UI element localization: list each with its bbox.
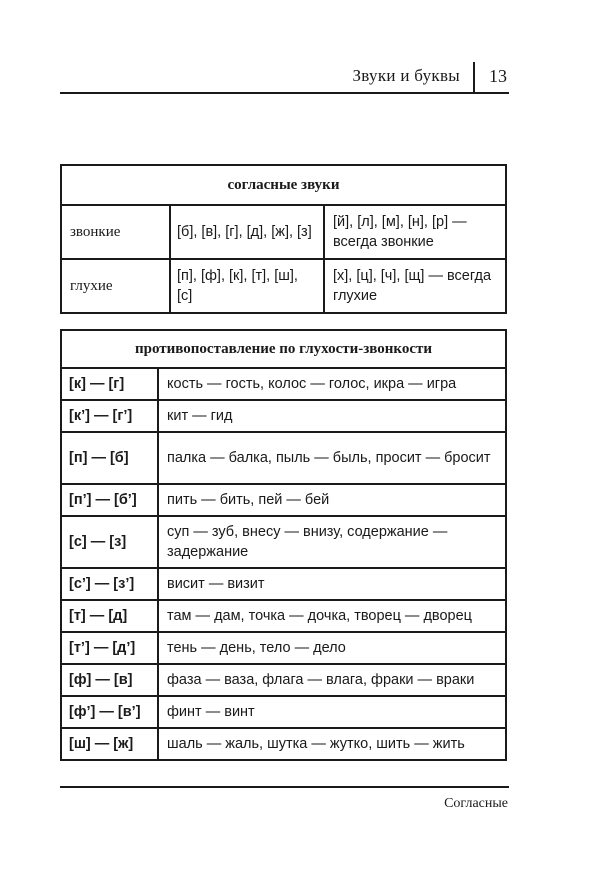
word-examples: палка — балка, пыль — быль, просит — бросит	[158, 432, 506, 484]
footer-section-label: Согласные	[444, 796, 508, 811]
voiceless-always-sounds: [х], [ц], [ч], [щ] — всегда глухие	[324, 259, 506, 313]
page-number: 13	[489, 66, 507, 86]
sound-pair: [с] — [з]	[61, 516, 158, 568]
sound-pair: [т’] — [д’]	[61, 632, 158, 664]
footer-rule	[60, 786, 509, 788]
word-examples: шаль — жаль, шутка — жутко, шить — жить	[158, 728, 506, 760]
sound-pair: [к] — [г]	[61, 368, 158, 400]
word-examples: суп — зуб, внесу — внизу, содержание — задержание	[158, 516, 506, 568]
table-row	[61, 400, 506, 432]
word-examples: тень — день, тело — дело	[158, 632, 506, 664]
table-row	[61, 432, 506, 484]
table-row	[61, 516, 506, 568]
word-examples: фаза — ваза, флага — влага, фраки — враки	[158, 664, 506, 696]
voiceless-paired-sounds: [п], [ф], [к], [т], [ш], [с]	[170, 259, 324, 313]
opposition-table-heading: противопоставление по глухости-звонкости	[61, 330, 506, 368]
table-row	[61, 205, 506, 259]
consonants-table-heading: согласные звуки	[61, 165, 506, 205]
sound-pair: [п] — [б]	[61, 432, 158, 484]
table-row	[61, 484, 506, 516]
consonants-table	[60, 164, 507, 314]
table-row	[61, 600, 506, 632]
word-examples: кость — гость, колос — голос, икра — игра	[158, 368, 506, 400]
word-examples: пить — бить, пей — бей	[158, 484, 506, 516]
sound-pair: [ф] — [в]	[61, 664, 158, 696]
sound-pair: [п’] — [б’]	[61, 484, 158, 516]
word-examples: финт — винт	[158, 696, 506, 728]
word-examples: кит — гид	[158, 400, 506, 432]
table-row	[61, 368, 506, 400]
section-title: Звуки и буквы	[352, 66, 460, 85]
voiceless-label: глухие	[61, 259, 170, 313]
voiced-always-sounds: [й], [л], [м], [н], [р] — всегда звонкие	[324, 205, 506, 259]
page-header	[60, 62, 509, 92]
sound-pair: [т] — [д]	[61, 600, 158, 632]
table-row	[61, 632, 506, 664]
header-divider	[473, 62, 475, 92]
sound-pair: [с’] — [з’]	[61, 568, 158, 600]
voiced-label: звонкие	[61, 205, 170, 259]
sound-pair: [к’] — [г’]	[61, 400, 158, 432]
word-examples: висит — визит	[158, 568, 506, 600]
sound-pair: [ф’] — [в’]	[61, 696, 158, 728]
header-rule	[60, 92, 509, 94]
table-row	[61, 696, 506, 728]
sound-pair: [ш] — [ж]	[61, 728, 158, 760]
voiced-paired-sounds: [б], [в], [г], [д], [ж], [з]	[170, 205, 324, 259]
table-row	[61, 728, 506, 760]
table-row	[61, 568, 506, 600]
table-row	[61, 664, 506, 696]
table-row	[61, 259, 506, 313]
voicing-opposition-table	[60, 329, 507, 761]
word-examples: там — дам, точка — дочка, творец — дворец	[158, 600, 506, 632]
